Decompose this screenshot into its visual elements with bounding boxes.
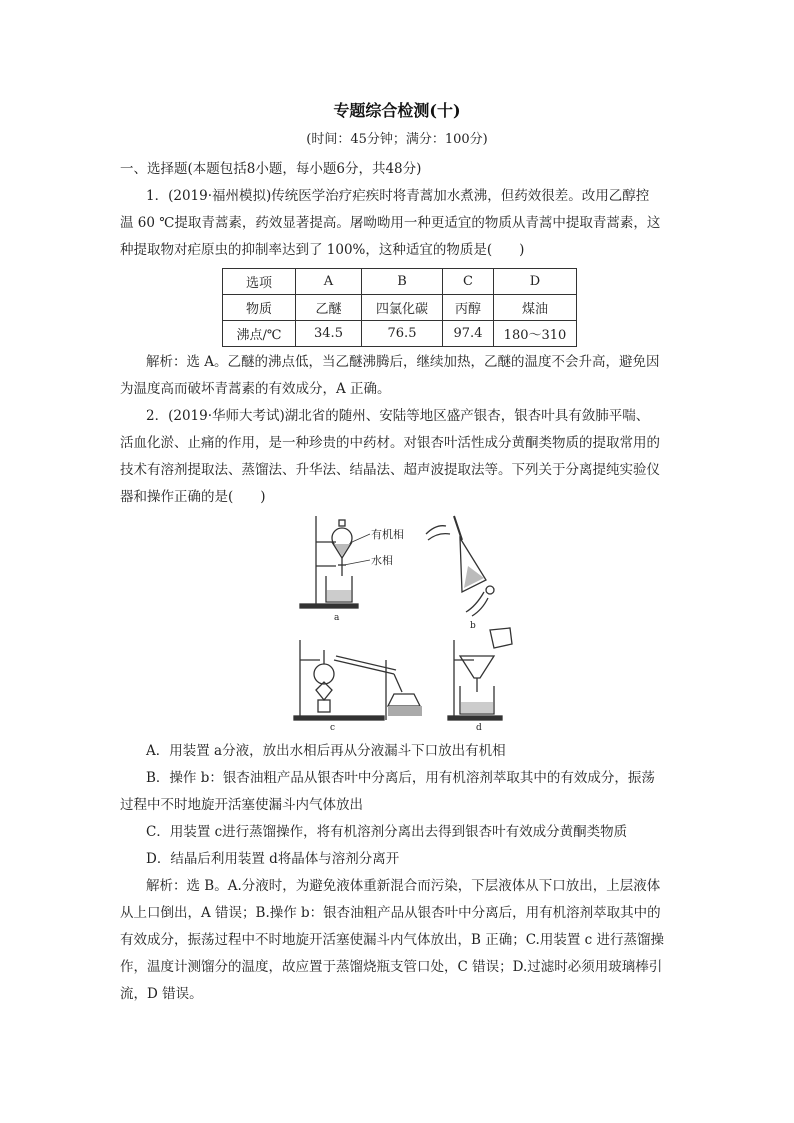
q2-line-1: 2．(2019·华师大考试)湖北省的随州、安陆等地区盛产银杏，银杏叶具有敛肺平喘、: [146, 408, 650, 424]
page-title: 专题综合检测(十): [333, 101, 461, 120]
table-cell-bp-b: 76.5: [362, 321, 443, 347]
table-cell-substance-c: 丙醇: [443, 295, 494, 321]
q2-analysis-line-2: 从上口倒出，A 错误；B.操作 b：银杏油粗产品从银杏叶中分离后，用有机溶剂萃取其中的: [120, 905, 661, 921]
table-row-option: [223, 269, 577, 295]
table-row-substance: [223, 295, 577, 321]
label-panel-a: a: [334, 613, 340, 623]
table-cell-substance-b: 四氯化碳: [362, 295, 443, 321]
q2-analysis-line-5: 流，D 错误。: [120, 986, 203, 1002]
q2-line-2: 活血化淤、止痛的作用，是一种珍贵的中药材。对银杏叶活性成分黄酮类物质的提取常用的: [120, 435, 660, 451]
q1-line-1: 1．(2019·福州模拟)传统医学治疗疟疾时将青蒿加水煮沸，但药效很差。改用乙醇控: [146, 188, 650, 204]
q2-option-a: A．用装置 a分液，放出水相后再从分液漏斗下口放出有机相: [146, 743, 506, 759]
table-cell-letter-d: D: [494, 269, 577, 295]
table-cell-letter-b: B: [362, 269, 443, 295]
q2-option-b-cont: 过程中不时地旋开活塞使漏斗内气体放出: [120, 797, 363, 813]
apparatus-figure: [290, 510, 522, 732]
table-cell-substance-a: 乙醚: [296, 295, 362, 321]
q2-analysis-line-1: 解析：选 B。A.分液时，为避免液体重新混合而污染，下层液体从下口放出，上层液体: [146, 878, 661, 894]
table-header-option: 选项: [223, 269, 296, 295]
q2-analysis-line-4: 作，温度计测馏分的温度，故应置于蒸馏烧瓶支管口处，C 错误；D.过滤时必须用玻璃棒引: [120, 959, 663, 975]
q1-options-table: [222, 268, 577, 347]
apparatus-a-separatory-funnel: [300, 516, 404, 623]
table-cell-letter-c: C: [443, 269, 494, 295]
q2-line-3: 技术有溶剂提取法、蒸馏法、升华法、结晶法、超声波提取法等。下列关于分离提纯实验仪: [120, 462, 660, 478]
table-header-substance: 物质: [223, 295, 296, 321]
apparatus-d-filtration: [448, 628, 512, 732]
label-water-phase: 水相: [371, 554, 393, 567]
apparatus-c-distillation: [294, 640, 422, 732]
q1-analysis-line-1: 解析：选 A。乙醚的沸点低，当乙醚沸腾后，继续加热，乙醚的温度不会升高，避免因: [146, 354, 660, 370]
table-cell-bp-d: 180～310: [494, 321, 577, 347]
section-heading: 一、选择题(本题包括8小题，每小题6分，共48分): [120, 161, 422, 177]
q1-line-3: 种提取物对疟原虫的抑制率达到了 100%，这种适宜的物质是( ): [120, 242, 525, 258]
apparatus-b-shaking-funnel: [426, 516, 494, 631]
label-panel-d: d: [476, 723, 482, 732]
table-row-bp: [223, 321, 577, 347]
label-organic-phase: 有机相: [371, 528, 404, 541]
q2-option-b: B．操作 b：银杏油粗产品从银杏叶中分离后，用有机溶剂萃取其中的有效成分，振荡: [146, 770, 655, 786]
label-panel-b: b: [470, 621, 476, 631]
q2-line-4: 器和操作正确的是( ): [120, 489, 266, 505]
q2-analysis-line-3: 有效成分，振荡过程中不时地旋开活塞使漏斗内气体放出，B 正确；C.用装置 c 进行蒸馏操: [120, 932, 664, 948]
table-header-bp: 沸点/℃: [223, 321, 296, 347]
table-cell-bp-c: 97.4: [443, 321, 494, 347]
table-cell-bp-a: 34.5: [296, 321, 362, 347]
table-cell-letter-a: A: [296, 269, 362, 295]
label-panel-c: c: [330, 723, 336, 732]
table-cell-substance-d: 煤油: [494, 295, 577, 321]
q2-option-c: C．用装置 c进行蒸馏操作，将有机溶剂分离出去得到银杏叶有效成分黄酮类物质: [146, 824, 628, 840]
q1-line-2: 温 60 ℃提取青蒿素，药效显著提高。屠呦呦用一种更适宜的物质从青蒿中提取青蒿素，这: [120, 215, 661, 231]
page-subtitle: (时间：45分钟；满分：100分): [306, 132, 488, 147]
q1-analysis-line-2: 为温度高而破坏青蒿素的有效成分，A 正确。: [120, 381, 391, 397]
q2-option-d: D．结晶后利用装置 d将晶体与溶剂分离开: [146, 851, 400, 867]
